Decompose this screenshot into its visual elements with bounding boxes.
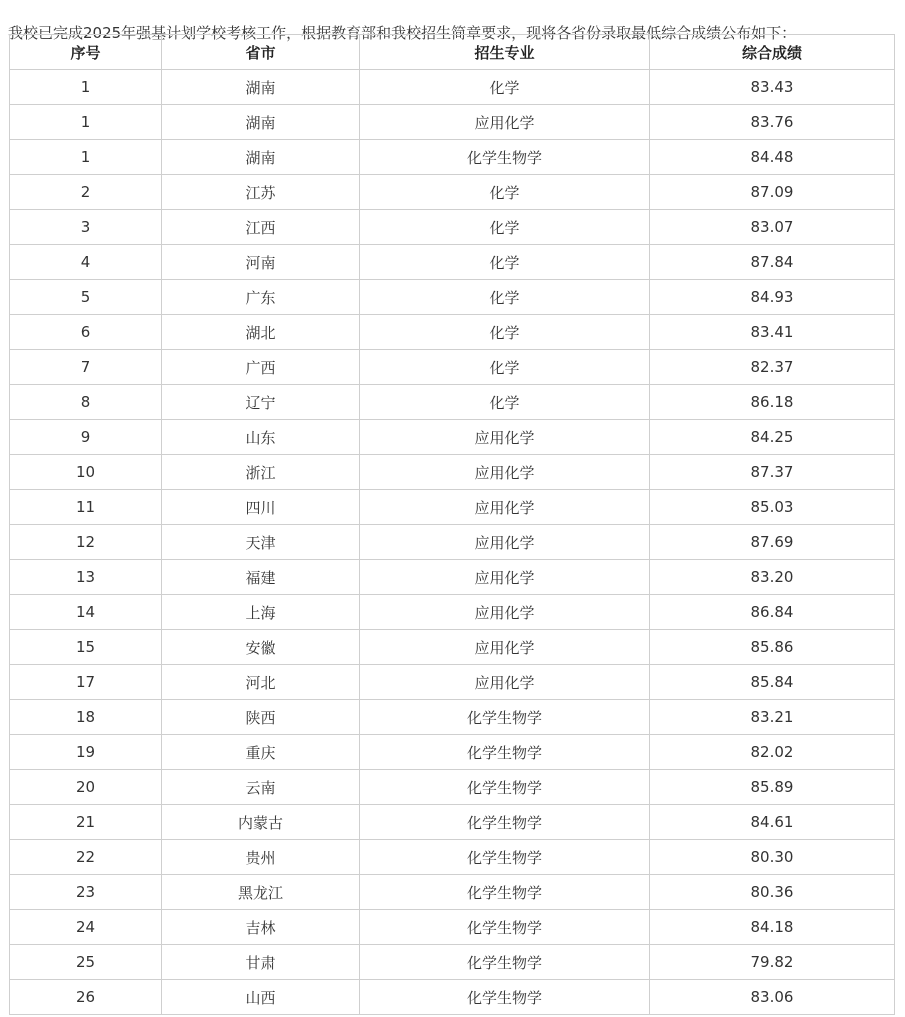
cell-index: 21 xyxy=(10,805,162,840)
table-row xyxy=(10,630,895,665)
cell-score: 83.07 xyxy=(650,210,895,245)
cell-major: 应用化学 xyxy=(360,455,650,490)
header-province: 省市 xyxy=(162,35,360,70)
cell-major: 化学 xyxy=(360,210,650,245)
cell-score: 83.06 xyxy=(650,980,895,1015)
cell-index: 14 xyxy=(10,595,162,630)
cell-province: 河南 xyxy=(162,245,360,280)
cell-province: 湖北 xyxy=(162,315,360,350)
cell-score: 82.02 xyxy=(650,735,895,770)
cell-index: 10 xyxy=(10,455,162,490)
cell-index: 19 xyxy=(10,735,162,770)
table-header-row xyxy=(10,35,895,70)
cell-index: 8 xyxy=(10,385,162,420)
cell-index: 9 xyxy=(10,420,162,455)
cell-major: 应用化学 xyxy=(360,525,650,560)
header-major: 招生专业 xyxy=(360,35,650,70)
cell-province: 天津 xyxy=(162,525,360,560)
cell-province: 广东 xyxy=(162,280,360,315)
cell-major: 化学生物学 xyxy=(360,840,650,875)
cell-index: 1 xyxy=(10,105,162,140)
cell-major: 化学生物学 xyxy=(360,980,650,1015)
cell-major: 化学生物学 xyxy=(360,945,650,980)
table-row xyxy=(10,105,895,140)
intro-paragraph: 我校已完成2025年强基计划学校考核工作，根据教育部和我校招生简章要求，现将各省份录取最低综合成绩公布如下： xyxy=(8,24,797,42)
cell-index: 11 xyxy=(10,490,162,525)
cell-province: 重庆 xyxy=(162,735,360,770)
cell-major: 化学 xyxy=(360,245,650,280)
cell-score: 83.41 xyxy=(650,315,895,350)
cell-province: 河北 xyxy=(162,665,360,700)
table-row xyxy=(10,280,895,315)
cell-index: 3 xyxy=(10,210,162,245)
table-row xyxy=(10,595,895,630)
cell-score: 80.30 xyxy=(650,840,895,875)
cell-index: 1 xyxy=(10,70,162,105)
cell-major: 应用化学 xyxy=(360,595,650,630)
cell-major: 化学生物学 xyxy=(360,770,650,805)
cell-province: 湖南 xyxy=(162,105,360,140)
header-index: 序号 xyxy=(10,35,162,70)
cell-score: 85.03 xyxy=(650,490,895,525)
table-row xyxy=(10,805,895,840)
cell-province: 江苏 xyxy=(162,175,360,210)
cell-major: 化学 xyxy=(360,175,650,210)
cell-major: 化学生物学 xyxy=(360,700,650,735)
cell-score: 84.61 xyxy=(650,805,895,840)
cell-score: 80.36 xyxy=(650,875,895,910)
table-row xyxy=(10,420,895,455)
cell-score: 84.93 xyxy=(650,280,895,315)
cell-province: 湖南 xyxy=(162,70,360,105)
cell-province: 云南 xyxy=(162,770,360,805)
table-row xyxy=(10,560,895,595)
cell-score: 86.18 xyxy=(650,385,895,420)
table-row xyxy=(10,910,895,945)
cell-index: 13 xyxy=(10,560,162,595)
cell-major: 化学 xyxy=(360,385,650,420)
cell-index: 22 xyxy=(10,840,162,875)
cell-major: 化学生物学 xyxy=(360,910,650,945)
table-row xyxy=(10,350,895,385)
cell-score: 87.84 xyxy=(650,245,895,280)
cell-index: 18 xyxy=(10,700,162,735)
cell-score: 86.84 xyxy=(650,595,895,630)
cell-index: 25 xyxy=(10,945,162,980)
cell-score: 83.76 xyxy=(650,105,895,140)
table-row xyxy=(10,70,895,105)
table-row xyxy=(10,315,895,350)
cell-province: 吉林 xyxy=(162,910,360,945)
table-row xyxy=(10,875,895,910)
table-row xyxy=(10,455,895,490)
cell-score: 85.84 xyxy=(650,665,895,700)
table-row xyxy=(10,175,895,210)
cell-province: 山西 xyxy=(162,980,360,1015)
cell-index: 24 xyxy=(10,910,162,945)
cell-major: 化学 xyxy=(360,70,650,105)
cell-score: 85.89 xyxy=(650,770,895,805)
cell-major: 化学 xyxy=(360,280,650,315)
table-row xyxy=(10,490,895,525)
cell-score: 87.69 xyxy=(650,525,895,560)
table-row xyxy=(10,735,895,770)
cell-province: 辽宁 xyxy=(162,385,360,420)
cell-province: 贵州 xyxy=(162,840,360,875)
table-row xyxy=(10,385,895,420)
cell-major: 化学 xyxy=(360,315,650,350)
cell-province: 浙江 xyxy=(162,455,360,490)
table-row xyxy=(10,770,895,805)
cell-index: 17 xyxy=(10,665,162,700)
table-row xyxy=(10,945,895,980)
cell-index: 2 xyxy=(10,175,162,210)
cell-score: 84.48 xyxy=(650,140,895,175)
cell-major: 应用化学 xyxy=(360,665,650,700)
cell-major: 应用化学 xyxy=(360,630,650,665)
cell-index: 12 xyxy=(10,525,162,560)
cell-province: 陕西 xyxy=(162,700,360,735)
table-row xyxy=(10,525,895,560)
cell-score: 82.37 xyxy=(650,350,895,385)
table-row xyxy=(10,840,895,875)
cell-index: 26 xyxy=(10,980,162,1015)
cell-province: 安徽 xyxy=(162,630,360,665)
cell-province: 湖南 xyxy=(162,140,360,175)
table-row xyxy=(10,665,895,700)
header-score: 综合成绩 xyxy=(650,35,895,70)
cell-major: 应用化学 xyxy=(360,420,650,455)
cell-major: 应用化学 xyxy=(360,560,650,595)
cell-major: 化学生物学 xyxy=(360,805,650,840)
cell-province: 黑龙江 xyxy=(162,875,360,910)
cell-score: 85.86 xyxy=(650,630,895,665)
cell-index: 15 xyxy=(10,630,162,665)
cell-major: 应用化学 xyxy=(360,490,650,525)
cell-province: 甘肃 xyxy=(162,945,360,980)
cell-province: 内蒙古 xyxy=(162,805,360,840)
cell-province: 四川 xyxy=(162,490,360,525)
admission-scores-table xyxy=(9,34,895,1015)
cell-score: 87.09 xyxy=(650,175,895,210)
cell-index: 4 xyxy=(10,245,162,280)
cell-score: 87.37 xyxy=(650,455,895,490)
cell-province: 山东 xyxy=(162,420,360,455)
cell-major: 化学 xyxy=(360,350,650,385)
table-row xyxy=(10,210,895,245)
cell-index: 1 xyxy=(10,140,162,175)
cell-province: 广西 xyxy=(162,350,360,385)
cell-score: 83.21 xyxy=(650,700,895,735)
cell-score: 84.18 xyxy=(650,910,895,945)
table-row xyxy=(10,140,895,175)
cell-province: 江西 xyxy=(162,210,360,245)
cell-score: 84.25 xyxy=(650,420,895,455)
table-row xyxy=(10,700,895,735)
cell-index: 6 xyxy=(10,315,162,350)
cell-score: 83.20 xyxy=(650,560,895,595)
cell-major: 化学生物学 xyxy=(360,735,650,770)
cell-major: 应用化学 xyxy=(360,105,650,140)
cell-score: 79.82 xyxy=(650,945,895,980)
cell-index: 5 xyxy=(10,280,162,315)
table-row xyxy=(10,245,895,280)
cell-score: 83.43 xyxy=(650,70,895,105)
table-body xyxy=(10,70,895,1015)
cell-major: 化学生物学 xyxy=(360,140,650,175)
cell-province: 上海 xyxy=(162,595,360,630)
cell-index: 20 xyxy=(10,770,162,805)
cell-index: 7 xyxy=(10,350,162,385)
cell-province: 福建 xyxy=(162,560,360,595)
cell-major: 化学生物学 xyxy=(360,875,650,910)
cell-index: 23 xyxy=(10,875,162,910)
table-row xyxy=(10,980,895,1015)
